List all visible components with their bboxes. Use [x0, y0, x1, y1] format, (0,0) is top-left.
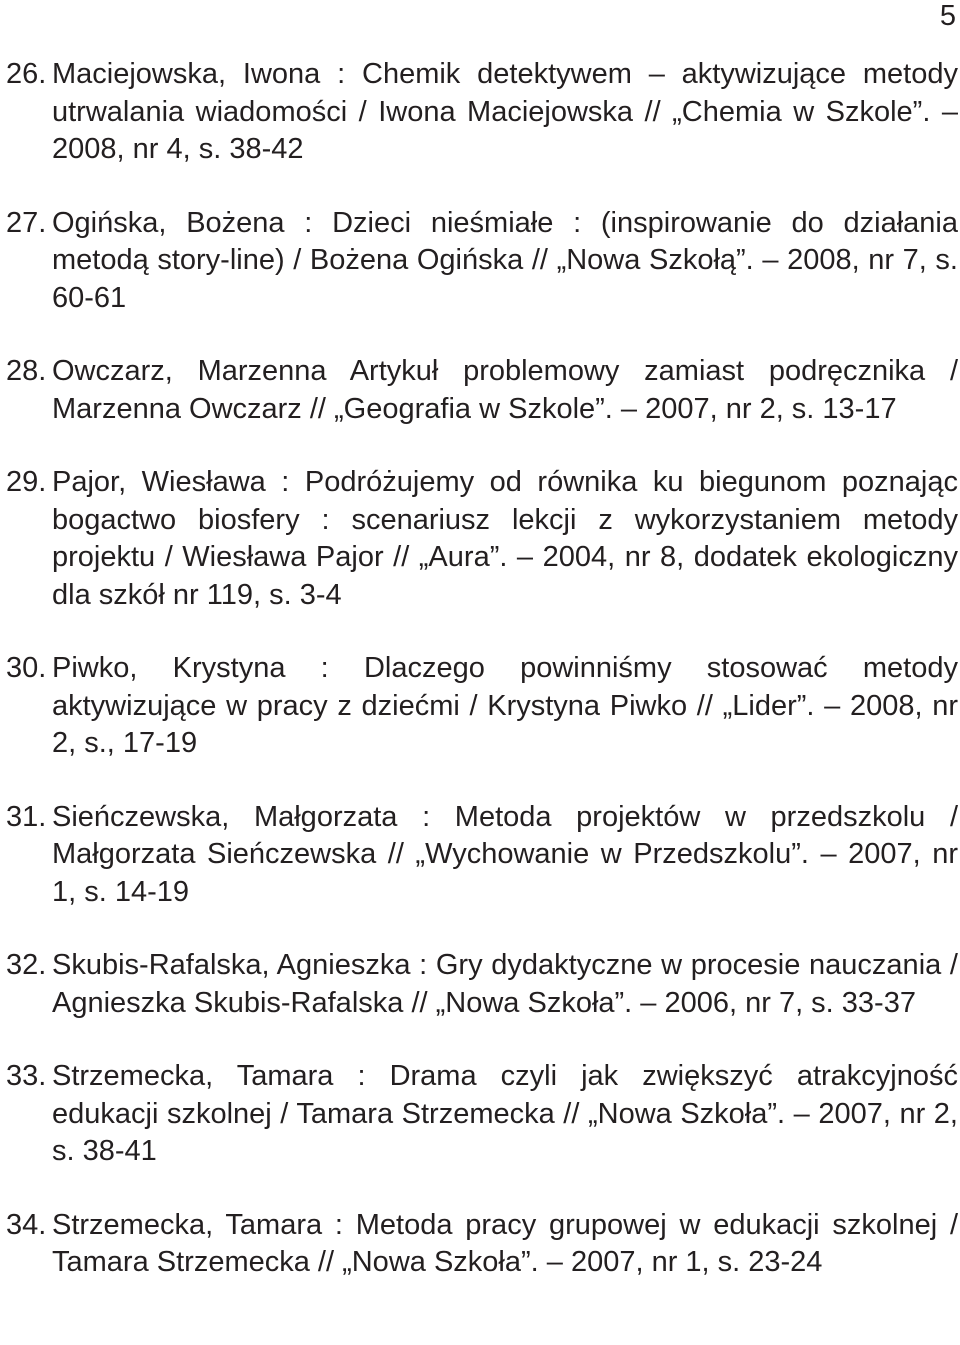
- bibliography-entry: [0, 56, 958, 169]
- bibliography-entry: [0, 353, 958, 428]
- entry-text: Sieńczewska, Małgorzata : Metoda projektów w przedszkolu / Małgorzata Sieńczewska // „Wychowanie w Przedszkolu”. – 2007, nr 1, s. 14-19: [52, 800, 958, 908]
- bibliography-entry: [0, 799, 958, 912]
- bibliography-entry: [0, 464, 958, 614]
- bibliography-list: [0, 56, 958, 1318]
- entry-number: 30.: [6, 652, 47, 684]
- entry-number: 28.: [6, 355, 47, 387]
- bibliography-entry: [0, 947, 958, 1022]
- entry-number: 33.: [6, 1060, 47, 1092]
- entry-number: 29.: [6, 466, 47, 498]
- entry-number: 31.: [6, 800, 47, 833]
- entry-text: Maciejowska, Iwona : Chemik detektywem – aktywizujące metody utrwalania wiadomości / Iwona Maciejowska // „Chemia w Szkole”. – 2008, nr 4, s. 38-42: [52, 58, 958, 165]
- entry-text: Strzemecka, Tamara : Drama czyli jak zwiększyć atrakcyjność edukacji szkolnej / Tamara Strzemecka // „Nowa Szkoła”. – 2007, nr 2, s. 38-41: [52, 1060, 958, 1167]
- entry-number: 27.: [6, 206, 47, 239]
- entry-text: Skubis-Rafalska, Agnieszka : Gry dydaktyczne w procesie nauczania / Agnieszka Skubis-Rafalska // „Nowa Szkoła”. – 2006, nr 7, s. 33-37: [52, 949, 958, 1019]
- entry-text: Pajor, Wiesława : Podróżujemy od równika ku biegunom poznając bogactwo biosfery : scenariusz lekcji z wykorzystaniem metody projektu / Wiesława Pajor // „Aura”. – 2004, nr 8, dodatek ekologiczny dla szkół nr 119, s. 3-4: [52, 466, 958, 611]
- entry-number: 26.: [6, 58, 47, 90]
- page-number: 5: [939, 0, 956, 32]
- entry-number: 32.: [6, 949, 47, 981]
- entry-text: Ogińska, Bożena : Dzieci nieśmiałe : (inspirowanie do działania metodą story-line) / Bożena Ogińska // „Nowa Szkołą”. – 2008, nr 7, s. 60-61: [52, 206, 958, 314]
- entry-number: 34.: [6, 1208, 47, 1241]
- bibliography-entry: [0, 650, 958, 763]
- entry-text: Owczarz, Marzenna Artykuł problemowy zamiast podręcznika / Marzenna Owczarz // „Geografia w Szkole”. – 2007, nr 2, s. 13-17: [52, 355, 958, 425]
- entry-text: Strzemecka, Tamara : Metoda pracy grupowej w edukacji szkolnej / Tamara Strzemecka // „Nowa Szkoła”. – 2007, nr 1, s. 23-24: [52, 1208, 958, 1278]
- entry-text: Piwko, Krystyna : Dlaczego powinniśmy stosować metody aktywizujące w pracy z dziećmi / Krystyna Piwko // „Lider”. – 2008, nr 2, s., 17-19: [52, 652, 958, 759]
- bibliography-entry: [0, 1207, 958, 1282]
- bibliography-entry: [0, 1058, 958, 1171]
- bibliography-entry: [0, 205, 958, 318]
